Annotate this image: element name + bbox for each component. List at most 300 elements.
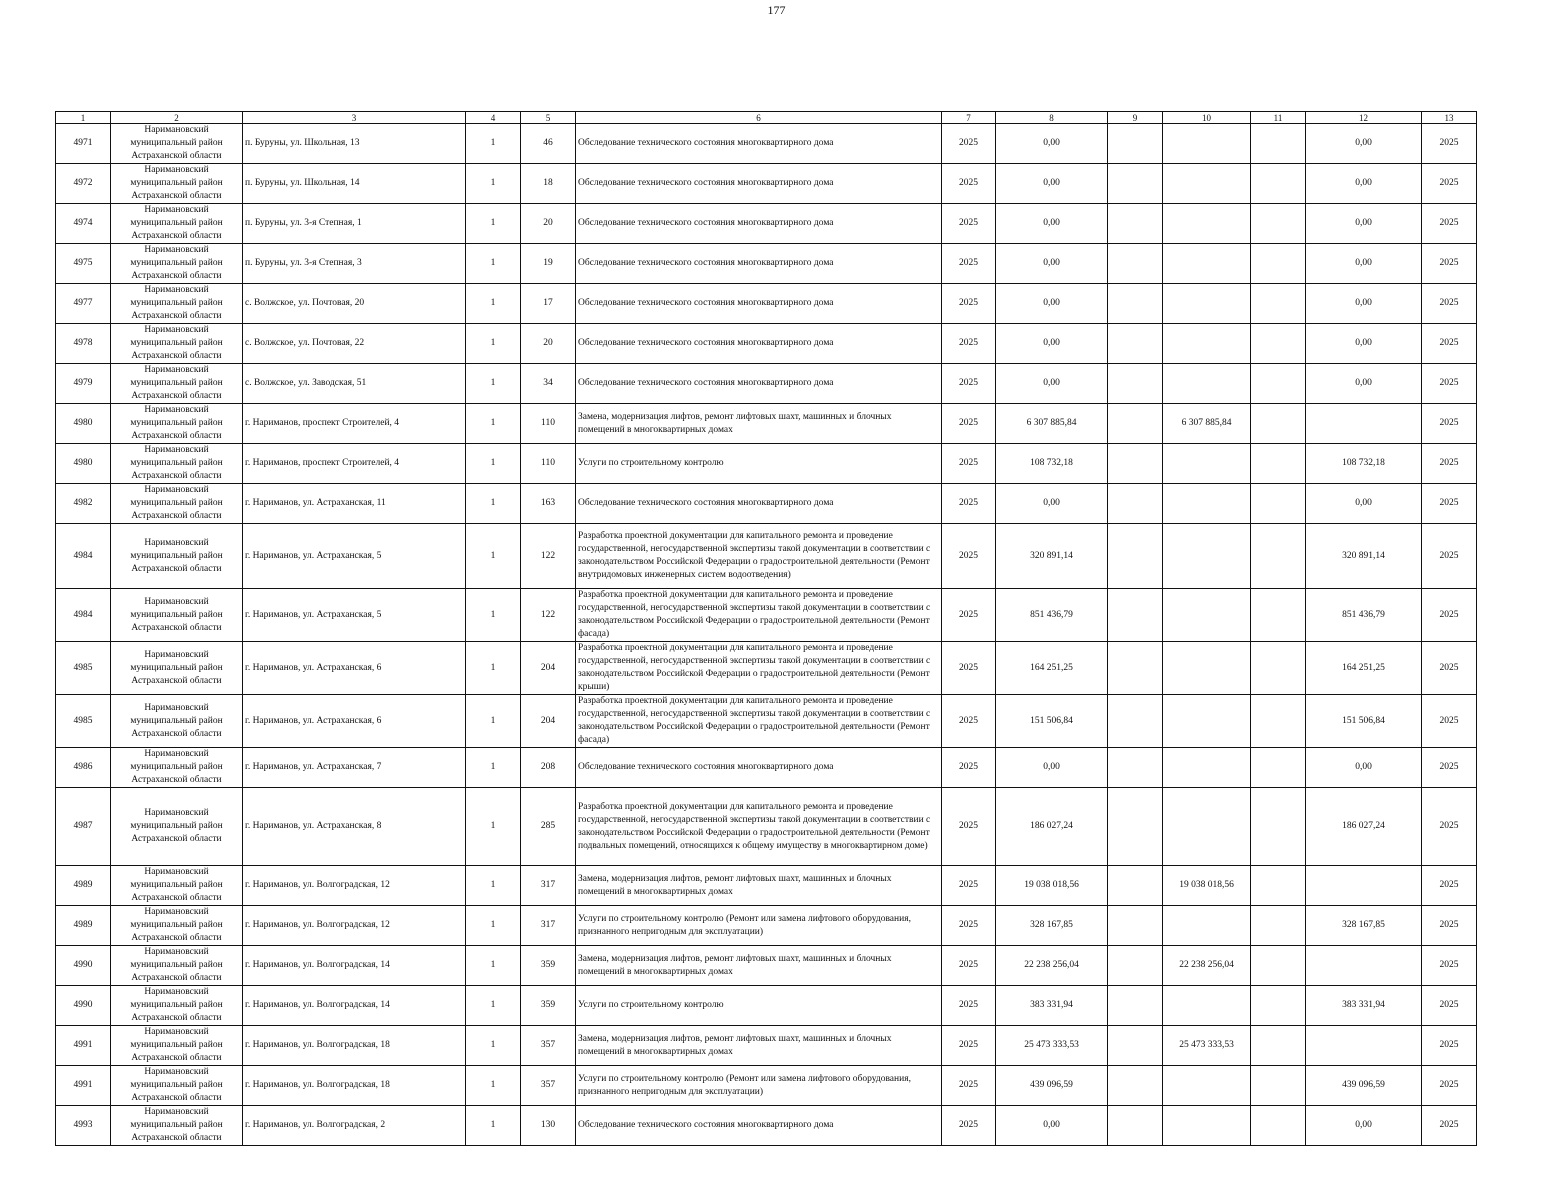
cell-col-9 bbox=[1108, 695, 1163, 748]
cell-col-7: 2025 bbox=[942, 1026, 996, 1066]
cell-col-2: Наримановский муниципальный район Астраханской области bbox=[111, 484, 243, 524]
cell-col-5: 18 bbox=[521, 164, 576, 204]
cell-col-3: п. Буруны, ул. Школьная, 13 bbox=[243, 124, 466, 164]
cell-col-10 bbox=[1163, 284, 1251, 324]
cell-col-7: 2025 bbox=[942, 1106, 996, 1146]
cell-col-5: 317 bbox=[521, 906, 576, 946]
cell-col-11 bbox=[1251, 946, 1306, 986]
cell-col-10 bbox=[1163, 589, 1251, 642]
cell-col-2: Наримановский муниципальный район Астраханской области bbox=[111, 642, 243, 695]
cell-col-7: 2025 bbox=[942, 695, 996, 748]
cell-col-3: г. Нариманов, проспект Строителей, 4 bbox=[243, 444, 466, 484]
cell-col-6: Услуги по строительному контролю bbox=[576, 986, 942, 1026]
cell-col-7: 2025 bbox=[942, 204, 996, 244]
table-row bbox=[56, 284, 1477, 324]
table-row bbox=[56, 946, 1477, 986]
cell-col-1: 4986 bbox=[56, 748, 111, 788]
cell-col-13: 2025 bbox=[1422, 284, 1477, 324]
cell-col-2: Наримановский муниципальный район Астраханской области bbox=[111, 695, 243, 748]
cell-col-10: 6 307 885,84 bbox=[1163, 404, 1251, 444]
cell-col-7: 2025 bbox=[942, 788, 996, 866]
cell-col-6: Обследование технического состояния многоквартирного дома bbox=[576, 164, 942, 204]
cell-col-1: 4980 bbox=[56, 444, 111, 484]
cell-col-12: 0,00 bbox=[1306, 748, 1422, 788]
cell-col-13: 2025 bbox=[1422, 1106, 1477, 1146]
cell-col-9 bbox=[1108, 204, 1163, 244]
cell-col-4: 1 bbox=[466, 1026, 521, 1066]
cell-col-8: 328 167,85 bbox=[996, 906, 1108, 946]
cell-col-10 bbox=[1163, 124, 1251, 164]
cell-col-10 bbox=[1163, 244, 1251, 284]
page-number: 177 bbox=[767, 3, 786, 17]
cell-col-4: 1 bbox=[466, 324, 521, 364]
column-header: 3 bbox=[243, 112, 466, 124]
cell-col-6: Услуги по строительному контролю (Ремонт или замена лифтового оборудования, признанного непригодным для эксплуатации) bbox=[576, 1066, 942, 1106]
table-row bbox=[56, 748, 1477, 788]
cell-col-5: 122 bbox=[521, 524, 576, 589]
cell-col-13: 2025 bbox=[1422, 642, 1477, 695]
cell-col-13: 2025 bbox=[1422, 589, 1477, 642]
cell-col-5: 359 bbox=[521, 986, 576, 1026]
cell-col-6: Разработка проектной документации для капитального ремонта и проведение государственной, негосударственной экспертизы такой документации в соответствии с законодательством Российской Федерации о градостроительной деятельности (Ремонт фасада) bbox=[576, 695, 942, 748]
cell-col-7: 2025 bbox=[942, 1066, 996, 1106]
cell-col-9 bbox=[1108, 788, 1163, 866]
cell-col-1: 4978 bbox=[56, 324, 111, 364]
cell-col-2: Наримановский муниципальный район Астраханской области bbox=[111, 364, 243, 404]
cell-col-8: 0,00 bbox=[996, 164, 1108, 204]
cell-col-2: Наримановский муниципальный район Астраханской области bbox=[111, 1106, 243, 1146]
cell-col-4: 1 bbox=[466, 164, 521, 204]
cell-col-12: 0,00 bbox=[1306, 284, 1422, 324]
cell-col-5: 19 bbox=[521, 244, 576, 284]
cell-col-6: Замена, модернизация лифтов, ремонт лифтовых шахт, машинных и блочных помещений в многоквартирных домах bbox=[576, 946, 942, 986]
cell-col-8: 0,00 bbox=[996, 364, 1108, 404]
cell-col-4: 1 bbox=[466, 642, 521, 695]
cell-col-4: 1 bbox=[466, 589, 521, 642]
cell-col-1: 4979 bbox=[56, 364, 111, 404]
cell-col-2: Наримановский муниципальный район Астраханской области bbox=[111, 204, 243, 244]
cell-col-5: 204 bbox=[521, 695, 576, 748]
cell-col-13: 2025 bbox=[1422, 124, 1477, 164]
cell-col-4: 1 bbox=[466, 946, 521, 986]
cell-col-3: г. Нариманов, ул. Волгоградская, 12 bbox=[243, 866, 466, 906]
table-row bbox=[56, 404, 1477, 444]
cell-col-3: г. Нариманов, ул. Астраханская, 11 bbox=[243, 484, 466, 524]
cell-col-12: 328 167,85 bbox=[1306, 906, 1422, 946]
cell-col-5: 34 bbox=[521, 364, 576, 404]
cell-col-4: 1 bbox=[466, 695, 521, 748]
cell-col-5: 357 bbox=[521, 1066, 576, 1106]
table-row bbox=[56, 204, 1477, 244]
cell-col-1: 4984 bbox=[56, 589, 111, 642]
cell-col-12: 108 732,18 bbox=[1306, 444, 1422, 484]
cell-col-11 bbox=[1251, 986, 1306, 1026]
cell-col-1: 4977 bbox=[56, 284, 111, 324]
cell-col-13: 2025 bbox=[1422, 1066, 1477, 1106]
cell-col-11 bbox=[1251, 204, 1306, 244]
cell-col-3: г. Нариманов, ул. Волгоградская, 18 bbox=[243, 1066, 466, 1106]
column-header: 8 bbox=[996, 112, 1108, 124]
cell-col-3: г. Нариманов, ул. Астраханская, 8 bbox=[243, 788, 466, 866]
cell-col-5: 122 bbox=[521, 589, 576, 642]
cell-col-11 bbox=[1251, 244, 1306, 284]
table-row bbox=[56, 524, 1477, 589]
cell-col-5: 208 bbox=[521, 748, 576, 788]
cell-col-11 bbox=[1251, 788, 1306, 866]
cell-col-3: г. Нариманов, ул. Астраханская, 6 bbox=[243, 695, 466, 748]
cell-col-9 bbox=[1108, 986, 1163, 1026]
cell-col-1: 4974 bbox=[56, 204, 111, 244]
cell-col-9 bbox=[1108, 364, 1163, 404]
cell-col-6: Обследование технического состояния многоквартирного дома bbox=[576, 484, 942, 524]
cell-col-7: 2025 bbox=[942, 642, 996, 695]
cell-col-4: 1 bbox=[466, 444, 521, 484]
cell-col-13: 2025 bbox=[1422, 906, 1477, 946]
cell-col-9 bbox=[1108, 164, 1163, 204]
cell-col-12: 851 436,79 bbox=[1306, 589, 1422, 642]
cell-col-1: 4990 bbox=[56, 946, 111, 986]
cell-col-8: 0,00 bbox=[996, 284, 1108, 324]
cell-col-13: 2025 bbox=[1422, 866, 1477, 906]
cell-col-10: 22 238 256,04 bbox=[1163, 946, 1251, 986]
cell-col-5: 285 bbox=[521, 788, 576, 866]
cell-col-8: 439 096,59 bbox=[996, 1066, 1108, 1106]
cell-col-4: 1 bbox=[466, 906, 521, 946]
cell-col-10 bbox=[1163, 204, 1251, 244]
cell-col-6: Замена, модернизация лифтов, ремонт лифтовых шахт, машинных и блочных помещений в многоквартирных домах bbox=[576, 866, 942, 906]
cell-col-1: 4972 bbox=[56, 164, 111, 204]
cell-col-7: 2025 bbox=[942, 986, 996, 1026]
cell-col-10: 25 473 333,53 bbox=[1163, 1026, 1251, 1066]
cell-col-12: 0,00 bbox=[1306, 164, 1422, 204]
cell-col-5: 357 bbox=[521, 1026, 576, 1066]
cell-col-10 bbox=[1163, 364, 1251, 404]
column-header: 6 bbox=[576, 112, 942, 124]
cell-col-1: 4991 bbox=[56, 1066, 111, 1106]
table-row bbox=[56, 866, 1477, 906]
column-header: 9 bbox=[1108, 112, 1163, 124]
cell-col-12: 151 506,84 bbox=[1306, 695, 1422, 748]
table-row bbox=[56, 642, 1477, 695]
table-row bbox=[56, 444, 1477, 484]
table-row bbox=[56, 788, 1477, 866]
cell-col-2: Наримановский муниципальный район Астраханской области bbox=[111, 284, 243, 324]
cell-col-12: 164 251,25 bbox=[1306, 642, 1422, 695]
cell-col-3: г. Нариманов, ул. Астраханская, 5 bbox=[243, 589, 466, 642]
table-row bbox=[56, 695, 1477, 748]
cell-col-6: Обследование технического состояния многоквартирного дома bbox=[576, 244, 942, 284]
column-header: 7 bbox=[942, 112, 996, 124]
cell-col-4: 1 bbox=[466, 788, 521, 866]
column-header: 10 bbox=[1163, 112, 1251, 124]
cell-col-11 bbox=[1251, 284, 1306, 324]
cell-col-1: 4971 bbox=[56, 124, 111, 164]
cell-col-1: 4989 bbox=[56, 866, 111, 906]
cell-col-9 bbox=[1108, 484, 1163, 524]
cell-col-5: 46 bbox=[521, 124, 576, 164]
cell-col-6: Обследование технического состояния многоквартирного дома bbox=[576, 364, 942, 404]
cell-col-6: Обследование технического состояния многоквартирного дома bbox=[576, 284, 942, 324]
table-row bbox=[56, 589, 1477, 642]
cell-col-9 bbox=[1108, 866, 1163, 906]
cell-col-13: 2025 bbox=[1422, 364, 1477, 404]
cell-col-7: 2025 bbox=[942, 484, 996, 524]
cell-col-2: Наримановский муниципальный район Астраханской области bbox=[111, 244, 243, 284]
cell-col-3: г. Нариманов, ул. Волгоградская, 14 bbox=[243, 946, 466, 986]
cell-col-8: 0,00 bbox=[996, 124, 1108, 164]
cell-col-6: Замена, модернизация лифтов, ремонт лифтовых шахт, машинных и блочных помещений в многоквартирных домах bbox=[576, 1026, 942, 1066]
cell-col-7: 2025 bbox=[942, 404, 996, 444]
cell-col-7: 2025 bbox=[942, 866, 996, 906]
table-row bbox=[56, 364, 1477, 404]
table-body bbox=[56, 124, 1477, 1146]
cell-col-6: Замена, модернизация лифтов, ремонт лифтовых шахт, машинных и блочных помещений в многоквартирных домах bbox=[576, 404, 942, 444]
cell-col-5: 204 bbox=[521, 642, 576, 695]
cell-col-5: 110 bbox=[521, 444, 576, 484]
table-row bbox=[56, 986, 1477, 1026]
cell-col-13: 2025 bbox=[1422, 695, 1477, 748]
cell-col-11 bbox=[1251, 748, 1306, 788]
cell-col-11 bbox=[1251, 524, 1306, 589]
cell-col-11 bbox=[1251, 1066, 1306, 1106]
cell-col-8: 320 891,14 bbox=[996, 524, 1108, 589]
cell-col-2: Наримановский муниципальный район Астраханской области bbox=[111, 1026, 243, 1066]
cell-col-3: г. Нариманов, ул. Волгоградская, 14 bbox=[243, 986, 466, 1026]
cell-col-2: Наримановский муниципальный район Астраханской области bbox=[111, 946, 243, 986]
data-table bbox=[55, 111, 1477, 1146]
cell-col-11 bbox=[1251, 324, 1306, 364]
cell-col-13: 2025 bbox=[1422, 986, 1477, 1026]
cell-col-9 bbox=[1108, 324, 1163, 364]
table-row bbox=[56, 484, 1477, 524]
cell-col-6: Услуги по строительному контролю (Ремонт или замена лифтового оборудования, признанного непригодным для эксплуатации) bbox=[576, 906, 942, 946]
cell-col-1: 4975 bbox=[56, 244, 111, 284]
cell-col-1: 4980 bbox=[56, 404, 111, 444]
cell-col-7: 2025 bbox=[942, 748, 996, 788]
cell-col-8: 19 038 018,56 bbox=[996, 866, 1108, 906]
cell-col-6: Разработка проектной документации для капитального ремонта и проведение государственной, негосударственной экспертизы такой документации в соответствии с законодательством Российской Федерации о градостроительной деятельности (Ремонт подвальных помещений, относящихся к общему имуществу в многоквартирном доме) bbox=[576, 788, 942, 866]
cell-col-4: 1 bbox=[466, 284, 521, 324]
cell-col-3: с. Волжское, ул. Почтовая, 20 bbox=[243, 284, 466, 324]
cell-col-12: 0,00 bbox=[1306, 364, 1422, 404]
cell-col-9 bbox=[1108, 1106, 1163, 1146]
cell-col-13: 2025 bbox=[1422, 244, 1477, 284]
cell-col-11 bbox=[1251, 484, 1306, 524]
cell-col-6: Услуги по строительному контролю bbox=[576, 444, 942, 484]
cell-col-8: 164 251,25 bbox=[996, 642, 1108, 695]
cell-col-10 bbox=[1163, 524, 1251, 589]
cell-col-1: 4990 bbox=[56, 986, 111, 1026]
cell-col-9 bbox=[1108, 1066, 1163, 1106]
cell-col-13: 2025 bbox=[1422, 204, 1477, 244]
cell-col-4: 1 bbox=[466, 866, 521, 906]
cell-col-2: Наримановский муниципальный район Астраханской области bbox=[111, 788, 243, 866]
cell-col-3: с. Волжское, ул. Почтовая, 22 bbox=[243, 324, 466, 364]
cell-col-7: 2025 bbox=[942, 946, 996, 986]
cell-col-10 bbox=[1163, 324, 1251, 364]
cell-col-8: 0,00 bbox=[996, 324, 1108, 364]
cell-col-2: Наримановский муниципальный район Астраханской области bbox=[111, 164, 243, 204]
cell-col-10 bbox=[1163, 444, 1251, 484]
cell-col-13: 2025 bbox=[1422, 324, 1477, 364]
cell-col-6: Обследование технического состояния многоквартирного дома bbox=[576, 748, 942, 788]
cell-col-4: 1 bbox=[466, 748, 521, 788]
cell-col-7: 2025 bbox=[942, 164, 996, 204]
cell-col-2: Наримановский муниципальный район Астраханской области bbox=[111, 524, 243, 589]
cell-col-11 bbox=[1251, 906, 1306, 946]
cell-col-10 bbox=[1163, 695, 1251, 748]
cell-col-11 bbox=[1251, 404, 1306, 444]
cell-col-8: 108 732,18 bbox=[996, 444, 1108, 484]
cell-col-7: 2025 bbox=[942, 589, 996, 642]
cell-col-11 bbox=[1251, 1026, 1306, 1066]
cell-col-2: Наримановский муниципальный район Астраханской области bbox=[111, 589, 243, 642]
cell-col-8: 383 331,94 bbox=[996, 986, 1108, 1026]
table-row bbox=[56, 164, 1477, 204]
cell-col-1: 4987 bbox=[56, 788, 111, 866]
cell-col-5: 17 bbox=[521, 284, 576, 324]
cell-col-1: 4991 bbox=[56, 1026, 111, 1066]
cell-col-4: 1 bbox=[466, 1066, 521, 1106]
cell-col-10 bbox=[1163, 986, 1251, 1026]
cell-col-9 bbox=[1108, 1026, 1163, 1066]
cell-col-7: 2025 bbox=[942, 124, 996, 164]
cell-col-9 bbox=[1108, 404, 1163, 444]
cell-col-10 bbox=[1163, 1066, 1251, 1106]
cell-col-8: 25 473 333,53 bbox=[996, 1026, 1108, 1066]
cell-col-12 bbox=[1306, 946, 1422, 986]
cell-col-7: 2025 bbox=[942, 324, 996, 364]
cell-col-8: 851 436,79 bbox=[996, 589, 1108, 642]
cell-col-13: 2025 bbox=[1422, 404, 1477, 444]
cell-col-5: 130 bbox=[521, 1106, 576, 1146]
cell-col-11 bbox=[1251, 642, 1306, 695]
cell-col-3: п. Буруны, ул. 3-я Степная, 1 bbox=[243, 204, 466, 244]
cell-col-4: 1 bbox=[466, 404, 521, 444]
cell-col-9 bbox=[1108, 748, 1163, 788]
cell-col-2: Наримановский муниципальный район Астраханской области bbox=[111, 124, 243, 164]
cell-col-10 bbox=[1163, 748, 1251, 788]
cell-col-7: 2025 bbox=[942, 524, 996, 589]
cell-col-9 bbox=[1108, 642, 1163, 695]
cell-col-12 bbox=[1306, 1026, 1422, 1066]
cell-col-3: п. Буруны, ул. 3-я Степная, 3 bbox=[243, 244, 466, 284]
cell-col-1: 4982 bbox=[56, 484, 111, 524]
cell-col-5: 20 bbox=[521, 324, 576, 364]
cell-col-12: 0,00 bbox=[1306, 244, 1422, 284]
cell-col-8: 6 307 885,84 bbox=[996, 404, 1108, 444]
column-header: 1 bbox=[56, 112, 111, 124]
cell-col-12 bbox=[1306, 866, 1422, 906]
cell-col-3: с. Волжское, ул. Заводская, 51 bbox=[243, 364, 466, 404]
cell-col-10: 19 038 018,56 bbox=[1163, 866, 1251, 906]
cell-col-11 bbox=[1251, 444, 1306, 484]
cell-col-4: 1 bbox=[466, 204, 521, 244]
cell-col-7: 2025 bbox=[942, 906, 996, 946]
cell-col-5: 317 bbox=[521, 866, 576, 906]
cell-col-13: 2025 bbox=[1422, 788, 1477, 866]
cell-col-4: 1 bbox=[466, 124, 521, 164]
cell-col-4: 1 bbox=[466, 244, 521, 284]
cell-col-8: 151 506,84 bbox=[996, 695, 1108, 748]
cell-col-2: Наримановский муниципальный район Астраханской области bbox=[111, 906, 243, 946]
cell-col-13: 2025 bbox=[1422, 946, 1477, 986]
cell-col-10 bbox=[1163, 642, 1251, 695]
cell-col-12: 439 096,59 bbox=[1306, 1066, 1422, 1106]
cell-col-4: 1 bbox=[466, 986, 521, 1026]
cell-col-5: 359 bbox=[521, 946, 576, 986]
cell-col-8: 0,00 bbox=[996, 484, 1108, 524]
cell-col-12: 0,00 bbox=[1306, 324, 1422, 364]
cell-col-3: г. Нариманов, ул. Астраханская, 5 bbox=[243, 524, 466, 589]
cell-col-4: 1 bbox=[466, 484, 521, 524]
cell-col-1: 4993 bbox=[56, 1106, 111, 1146]
cell-col-11 bbox=[1251, 1106, 1306, 1146]
cell-col-9 bbox=[1108, 906, 1163, 946]
cell-col-2: Наримановский муниципальный район Астраханской области bbox=[111, 1066, 243, 1106]
cell-col-13: 2025 bbox=[1422, 444, 1477, 484]
table-row bbox=[56, 244, 1477, 284]
cell-col-11 bbox=[1251, 164, 1306, 204]
cell-col-12: 186 027,24 bbox=[1306, 788, 1422, 866]
cell-col-13: 2025 bbox=[1422, 484, 1477, 524]
cell-col-9 bbox=[1108, 589, 1163, 642]
cell-col-11 bbox=[1251, 124, 1306, 164]
cell-col-12: 0,00 bbox=[1306, 204, 1422, 244]
cell-col-13: 2025 bbox=[1422, 748, 1477, 788]
cell-col-13: 2025 bbox=[1422, 524, 1477, 589]
cell-col-2: Наримановский муниципальный район Астраханской области bbox=[111, 444, 243, 484]
cell-col-1: 4989 bbox=[56, 906, 111, 946]
cell-col-8: 0,00 bbox=[996, 204, 1108, 244]
cell-col-4: 1 bbox=[466, 524, 521, 589]
cell-col-2: Наримановский муниципальный район Астраханской области bbox=[111, 404, 243, 444]
cell-col-6: Разработка проектной документации для капитального ремонта и проведение государственной, негосударственной экспертизы такой документации в соответствии с законодательством Российской Федерации о градостроительной деятельности (Ремонт крыши) bbox=[576, 642, 942, 695]
cell-col-11 bbox=[1251, 866, 1306, 906]
cell-col-6: Обследование технического состояния многоквартирного дома bbox=[576, 1106, 942, 1146]
table-row bbox=[56, 124, 1477, 164]
cell-col-11 bbox=[1251, 589, 1306, 642]
cell-col-10 bbox=[1163, 788, 1251, 866]
cell-col-4: 1 bbox=[466, 1106, 521, 1146]
cell-col-9 bbox=[1108, 524, 1163, 589]
cell-col-7: 2025 bbox=[942, 244, 996, 284]
cell-col-13: 2025 bbox=[1422, 1026, 1477, 1066]
cell-col-10 bbox=[1163, 906, 1251, 946]
table-row bbox=[56, 324, 1477, 364]
cell-col-12: 0,00 bbox=[1306, 1106, 1422, 1146]
cell-col-3: г. Нариманов, ул. Волгоградская, 18 bbox=[243, 1026, 466, 1066]
cell-col-10 bbox=[1163, 164, 1251, 204]
cell-col-3: г. Нариманов, ул. Астраханская, 6 bbox=[243, 642, 466, 695]
cell-col-9 bbox=[1108, 124, 1163, 164]
cell-col-13: 2025 bbox=[1422, 164, 1477, 204]
table-row bbox=[56, 1106, 1477, 1146]
cell-col-12: 383 331,94 bbox=[1306, 986, 1422, 1026]
cell-col-1: 4985 bbox=[56, 695, 111, 748]
cell-col-9 bbox=[1108, 284, 1163, 324]
cell-col-9 bbox=[1108, 946, 1163, 986]
cell-col-5: 163 bbox=[521, 484, 576, 524]
cell-col-8: 0,00 bbox=[996, 244, 1108, 284]
column-number-header bbox=[56, 112, 1477, 124]
cell-col-11 bbox=[1251, 364, 1306, 404]
cell-col-1: 4985 bbox=[56, 642, 111, 695]
column-header: 12 bbox=[1306, 112, 1422, 124]
column-header: 5 bbox=[521, 112, 576, 124]
cell-col-5: 110 bbox=[521, 404, 576, 444]
cell-col-7: 2025 bbox=[942, 284, 996, 324]
